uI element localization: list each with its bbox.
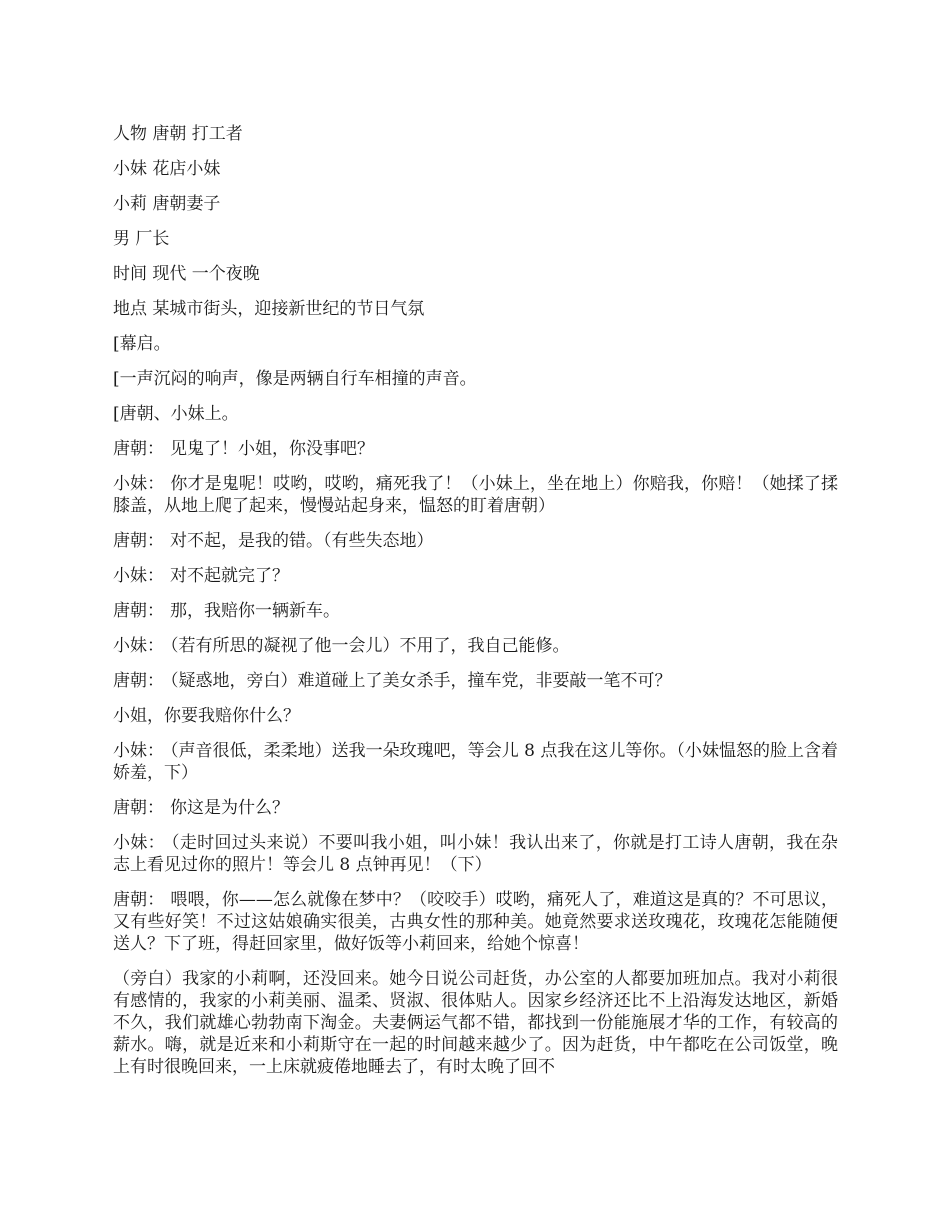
dialogue-line <box>113 565 838 587</box>
speaker-name: 小妹： <box>113 474 165 494</box>
dialogue-text: 对不起，是我的错。（有些失态地） <box>170 531 434 551</box>
dialogue-text: （若有所思的凝视了他一会儿）不用了，我自己能修。 <box>170 636 570 656</box>
stage-direction <box>113 403 838 425</box>
narration-paragraph <box>113 968 838 1078</box>
dialogue-text: （声音很低，柔柔地）送我一朵玫瑰吧，等会儿 8 点我在这儿等你。（小妹愠怒的脸上含着娇羞，下） <box>113 741 839 783</box>
dialogue-line <box>113 600 838 622</box>
stage-direction <box>113 333 838 355</box>
dialogue-text: （走时回过头来说）不要叫我小姐，叫小妹！我认出来了，你就是打工诗人唐朝，我在杂志上看见过你的照片！等会儿 8 点钟再见！（下） <box>113 833 839 875</box>
dialogue-text: 对不起就完了？ <box>170 566 289 586</box>
dialogue-line <box>113 889 838 955</box>
dialogue-line <box>113 797 838 819</box>
stage-direction <box>113 368 838 390</box>
paragraph-text: （旁白）我家的小莉啊，还没回来。她今日说公司赶货，办公室的人都要加班加点。我对小莉很有感情的，我家的小莉美丽、温柔、贤淑、很体贴人。因家乡经济还比不上沿海发达地区，新婚不久，我们就雄心勃勃南下淘金。夫妻俩运气都不错，都找到一份能施展才华的工作，有较高的薪水。嗨，就是近来和小莉斯守在一起的时间越来越少了。因为赶货，中午都吃在公司饭堂，晚上有时很晚回来，一上床就疲倦地睡去了，有时太晚了回不 <box>113 969 838 1077</box>
speaker-name: 小妹： <box>113 741 165 761</box>
paragraph-text: [幕启。 <box>113 334 171 354</box>
paragraph-text: 小妹 花店小妹 <box>113 159 221 179</box>
setting-place <box>113 298 838 320</box>
paragraph-text: 男 厂长 <box>113 229 170 249</box>
speaker-name: 唐朝： <box>113 890 165 910</box>
dialogue-line <box>113 635 838 657</box>
paragraph-text: 地点 某城市街头，迎接新世纪的节日气氛 <box>113 299 425 319</box>
speaker-name: 唐朝： <box>113 601 164 621</box>
dialogue-text: 那，我赔你一辆新车。 <box>170 601 340 621</box>
cast-line-xiaoli <box>113 193 838 215</box>
document-page <box>113 123 838 1091</box>
speaker-name: 唐朝： <box>113 439 164 459</box>
dialogue-line <box>113 832 838 876</box>
dialogue-text: 见鬼了！小姐，你没事吧？ <box>170 439 374 459</box>
speaker-name: 唐朝： <box>113 671 164 691</box>
paragraph-text: 时间 现代 一个夜晚 <box>113 264 260 284</box>
dialogue-text: 你才是鬼呢！哎哟，哎哟，痛死我了！（小妹上，坐在地上）你赔我，你赔！（她揉了揉膝盖，从地上爬了起来，慢慢站起身来，愠怒的盯着唐朝） <box>113 474 839 516</box>
dialogue-line <box>113 438 838 460</box>
speaker-name: 唐朝： <box>113 531 164 551</box>
paragraph-text: [唐朝、小妹上。 <box>113 404 239 424</box>
speaker-name: 唐朝： <box>113 798 164 818</box>
dialogue-text: 你这是为什么？ <box>170 798 289 818</box>
speaker-name: 小妹： <box>113 636 164 656</box>
dialogue-text: 喂喂，你——怎么就像在梦中？（咬咬手）哎哟，痛死人了，难道这是真的？不可思议，又有些好笑！不过这姑娘确实很美，古典女性的那种美。她竟然要求送玫瑰花，玫瑰花怎能随便送人？下了班，得赶回家里，做好饭等小莉回来，给她个惊喜！ <box>113 890 838 954</box>
setting-time <box>113 263 838 285</box>
speaker-name: 小妹： <box>113 833 165 853</box>
speaker-name: 小妹： <box>113 566 164 586</box>
paragraph-text: 小莉 唐朝妻子 <box>113 194 221 214</box>
cast-line-factory-manager <box>113 228 838 250</box>
paragraph-text: 小姐，你要我赔你什么？ <box>113 706 300 726</box>
dialogue-continuation <box>113 705 838 727</box>
dialogue-line <box>113 670 838 692</box>
cast-line-xiaomei <box>113 158 838 180</box>
paragraph-text: [一声沉闷的响声，像是两辆自行车相撞的声音。 <box>113 369 477 389</box>
dialogue-text: （疑惑地，旁白）难道碰上了美女杀手，撞车党，非要敲一笔不可？ <box>170 671 672 691</box>
cast-line-tangchao <box>113 123 838 145</box>
dialogue-line <box>113 530 838 552</box>
dialogue-line <box>113 473 838 517</box>
paragraph-text: 人物 唐朝 打工者 <box>113 124 243 144</box>
dialogue-line <box>113 740 838 784</box>
